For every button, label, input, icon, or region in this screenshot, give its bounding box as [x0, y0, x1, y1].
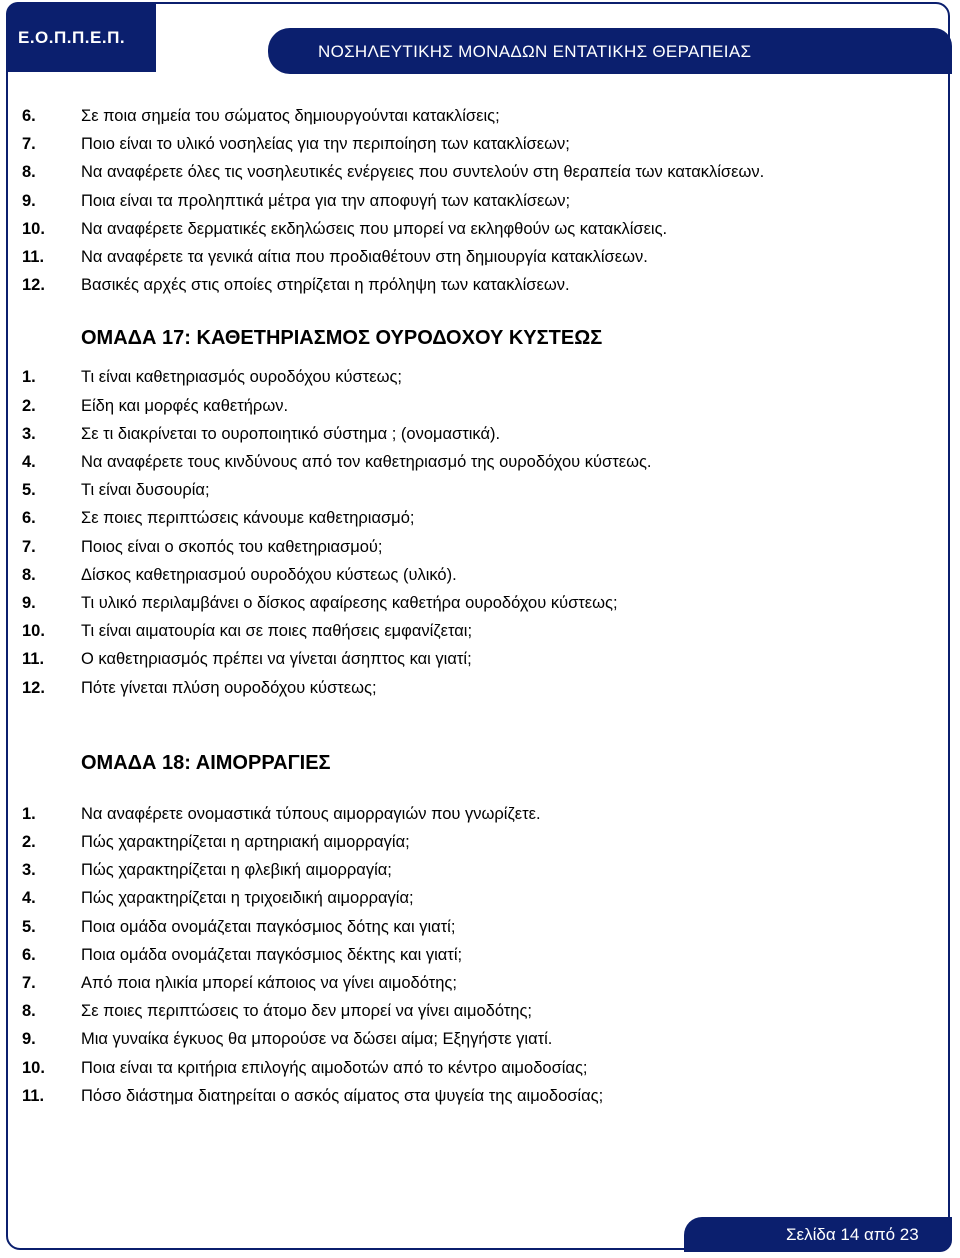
question-number: 12. [22, 678, 45, 697]
question-text: Ποιο είναι το υλικό νοσηλείας για την περιποίηση των κατακλίσεων; [81, 135, 570, 154]
question-text: Από ποια ηλικία μπορεί κάποιος να γίνει αιμοδότης; [81, 974, 457, 993]
question-item [22, 969, 922, 997]
question-text: Μια γυναίκα έγκυος θα μπορούσε να δώσει αίμα; Εξηγήστε γιατί. [81, 1030, 553, 1049]
question-number: 9. [22, 191, 36, 210]
question-item [22, 420, 922, 448]
question-text: Πώς χαρακτηρίζεται η φλεβική αιμορραγία; [81, 861, 392, 880]
question-number: 1. [22, 804, 36, 823]
question-item [22, 130, 922, 158]
question-number: 6. [22, 509, 36, 528]
question-text: Τι είναι δυσουρία; [81, 481, 210, 500]
question-text: Να αναφέρετε ονομαστικά τύπους αιμορραγιών που γνωρίζετε. [81, 804, 541, 823]
section-heading-18: ΟΜΑΔΑ 18: ΑΙΜΟΡΡΑΓΙΕΣ [81, 751, 331, 774]
question-text: Βασικές αρχές στις οποίες στηρίζεται η πρόληψη των κατακλίσεων. [81, 276, 570, 295]
section-heading-17: ΟΜΑΔΑ 17: ΚΑΘΕΤΗΡΙΑΣΜΟΣ ΟΥΡΟΔΟΧΟΥ ΚΥΣΤΕΩΣ [81, 327, 603, 350]
question-text: Πώς χαρακτηρίζεται η τριχοειδική αιμορραγία; [81, 889, 414, 908]
question-number: 6. [22, 107, 36, 125]
question-number: 6. [22, 945, 36, 964]
question-text: Σε τι διακρίνεται το ουροποιητικό σύστημα ; (ονομαστικά). [81, 424, 501, 443]
question-text: Είδη και μορφές καθετήρων. [81, 396, 289, 415]
question-item [22, 828, 922, 856]
question-text: Τι είναι αιματουρία και σε ποιες παθήσεις εμφανίζεται; [81, 622, 473, 641]
question-list-section16 [22, 102, 922, 299]
question-number: 3. [22, 861, 36, 880]
question-item [22, 187, 922, 215]
question-text: Πώς χαρακτηρίζεται η αρτηριακή αιμορραγία; [81, 833, 410, 852]
header-organization-label: Ε.Ο.Π.Π.Ε.Π. [18, 28, 126, 47]
question-number: 10. [22, 622, 45, 641]
question-item [22, 392, 922, 420]
question-text: Να αναφέρετε τα γενικά αίτια που προδιαθέτουν στη δημιουργία κατακλίσεων. [81, 248, 648, 267]
question-number: 5. [22, 481, 36, 500]
question-number: 2. [22, 833, 36, 852]
question-text: Σε ποιες περιπτώσεις κάνουμε καθετηριασμό; [81, 509, 415, 528]
question-text: Ποια ομάδα ονομάζεται παγκόσμιος δέκτης και γιατί; [81, 945, 463, 964]
question-item [22, 1082, 922, 1110]
question-number: 8. [22, 565, 36, 584]
question-number: 10. [22, 1058, 45, 1077]
question-item [22, 102, 922, 130]
question-number: 4. [22, 453, 36, 472]
question-number: 1. [22, 368, 36, 387]
question-item [22, 561, 922, 589]
question-item [22, 363, 922, 391]
question-item [22, 504, 922, 532]
question-number: 11. [22, 1086, 45, 1105]
question-number: 9. [22, 1030, 36, 1049]
question-text: Ο καθετηριασμός πρέπει να γίνεται άσηπτος και γιατί; [81, 650, 472, 669]
question-number: 4. [22, 889, 36, 908]
page-number: Σελίδα 14 από 23 [786, 1225, 919, 1244]
question-item [22, 884, 922, 912]
question-text: Πόσο διάστημα διατηρείται ο ασκός αίματος στα ψυγεία της αιμοδοσίας; [81, 1086, 604, 1105]
question-number: 7. [22, 974, 36, 993]
question-item [22, 800, 922, 828]
question-item [22, 645, 922, 673]
question-text: Πότε γίνεται πλύση ουροδόχου κύστεως; [81, 678, 377, 697]
question-item [22, 215, 922, 243]
question-list-section18 [22, 800, 922, 1110]
question-item [22, 1025, 922, 1053]
question-item [22, 158, 922, 186]
question-item [22, 448, 922, 476]
document-content [22, 102, 922, 1110]
question-number: 11. [22, 650, 45, 669]
question-item [22, 476, 922, 504]
question-number: 2. [22, 396, 36, 415]
question-text: Να αναφέρετε όλες τις νοσηλευτικές ενέργειες που συντελούν στη θεραπεία των κατακλίσεων. [81, 163, 765, 182]
question-text: Ποια είναι τα προληπτικά μέτρα για την αποφυγή των κατακλίσεων; [81, 191, 571, 210]
question-number: 7. [22, 135, 36, 154]
question-number: 3. [22, 424, 36, 443]
question-item [22, 913, 922, 941]
question-item [22, 856, 922, 884]
question-text: Δίσκος καθετηριασμού ουροδόχου κύστεως (υλικό). [81, 565, 457, 584]
question-list-section17 [22, 363, 922, 701]
question-text: Να αναφέρετε τους κινδύνους από τον καθετηριασμό της ουροδόχου κύστεως. [81, 453, 652, 472]
question-item [22, 533, 922, 561]
question-number: 12. [22, 276, 45, 295]
question-text: Σε ποιες περιπτώσεις το άτομο δεν μπορεί να γίνει αιμοδότης; [81, 1002, 533, 1021]
question-number: 10. [22, 219, 45, 238]
question-text: Τι είναι καθετηριασμός ουροδόχου κύστεως; [81, 368, 403, 387]
question-item [22, 997, 922, 1025]
question-item [22, 589, 922, 617]
question-number: 8. [22, 1002, 36, 1021]
question-number: 5. [22, 917, 36, 936]
question-item [22, 1054, 922, 1082]
question-item [22, 941, 922, 969]
question-text: Ποια ομάδα ονομάζεται παγκόσμιος δότης και γιατί; [81, 917, 456, 936]
question-text: Τι υλικό περιλαμβάνει ο δίσκος αφαίρεσης καθετήρα ουροδόχου κύστεως; [81, 594, 618, 613]
question-item [22, 271, 922, 299]
question-item [22, 243, 922, 271]
header-title: ΝΟΣΗΛΕΥΤΙΚΗΣ ΜΟΝΑΔΩΝ ΕΝΤΑΤΙΚΗΣ ΘΕΡΑΠΕΙΑΣ [318, 42, 752, 61]
question-text: Να αναφέρετε δερματικές εκδηλώσεις που μπορεί να εκληφθούν ως κατακλίσεις. [81, 219, 668, 238]
question-number: 7. [22, 537, 36, 556]
question-number: 9. [22, 594, 36, 613]
question-item [22, 674, 922, 702]
question-item [22, 617, 922, 645]
question-number: 8. [22, 163, 36, 182]
question-number: 11. [22, 248, 45, 267]
question-text: Ποιος είναι ο σκοπός του καθετηριασμού; [81, 537, 383, 556]
question-text: Ποια είναι τα κριτήρια επιλογής αιμοδοτών από το κέντρο αιμοδοσίας; [81, 1058, 588, 1077]
question-text: Σε ποια σημεία του σώματος δημιουργούνται κατακλίσεις; [81, 107, 500, 125]
